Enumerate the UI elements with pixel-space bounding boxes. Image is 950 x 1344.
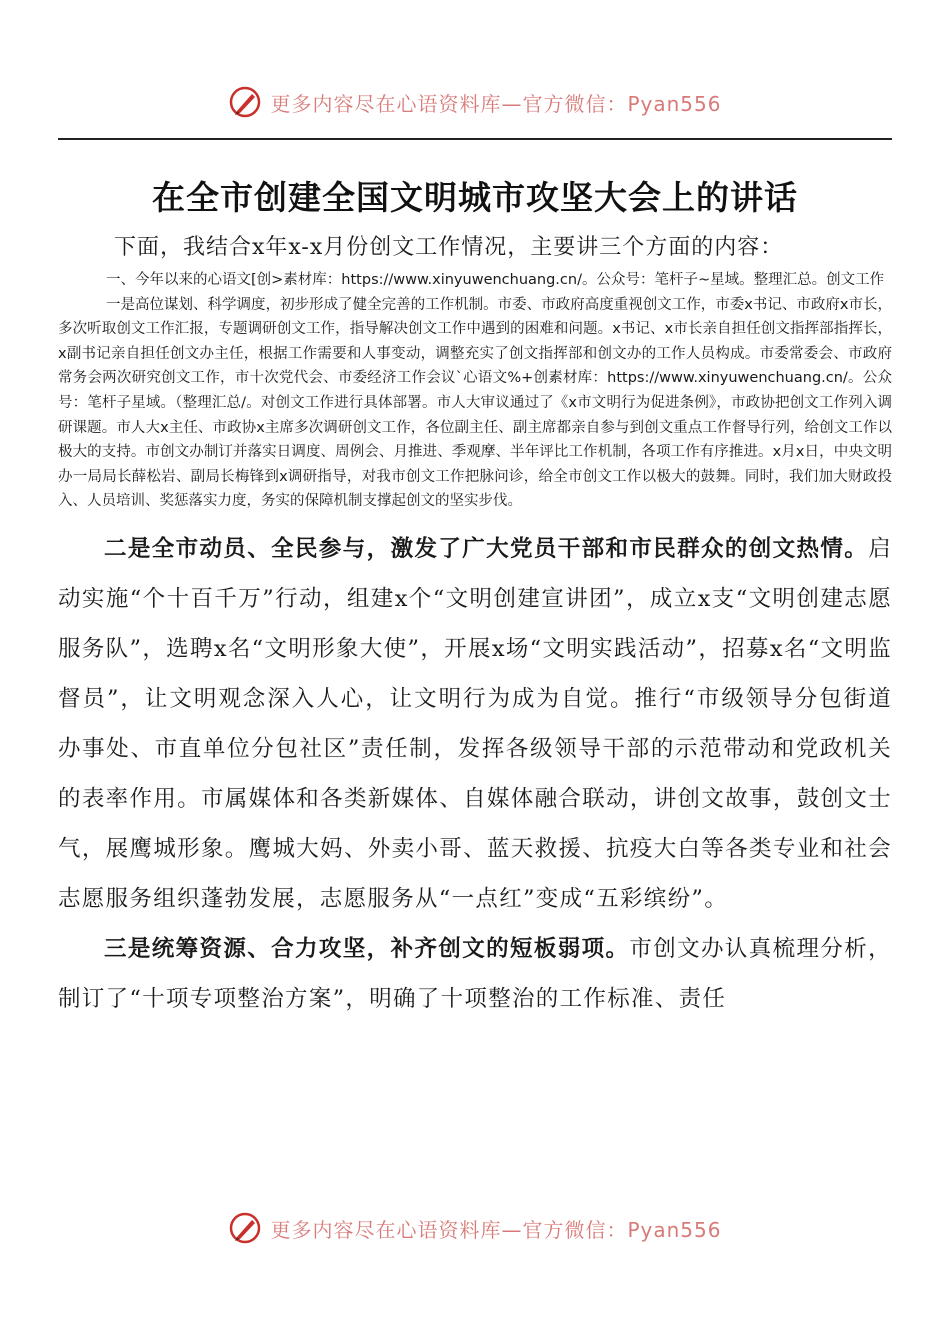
paragraph-3: [58, 924, 892, 1024]
paragraph-2-text: 启动实施“个十百千万”行动，组建x个“文明创建宣讲团”，成立x支“文明创建志愿服务队”，选聘x名“文明形象大使”，开展x场“文明实践活动”，招募x名“文明监督员”，让文明观念深入人心，让文明行为成为自觉。推行“市级领导分包街道办事处、市直单位分包社区”责任制，发挥各级领导干部的示范带动和党政机关的表率作用。市属媒体和各类新媒体、自媒体融合联动，讲创文故事，鼓创文士气，展鹰城形象。鹰城大妈、外卖小哥、蓝天救援、抗疫大白等各类专业和社会志愿服务组织蓬勃发展，志愿服务从“一点红”变成“五彩缤纷”。: [58, 535, 892, 912]
pen-logo-icon: [228, 1211, 262, 1245]
section1-paragraph: 一是高位谋划、科学调度，初步形成了健全完善的工作机制。市委、市政府高度重视创文工作，市委x书记、市政府x市长，多次听取创文工作汇报，专题调研创文工作，指导解决创文工作中遇到的困难和问题。x书记、x市长亲自担任创文指挥部指挥长，x副书记亲自担任创文办主任，根据工作需要和人事变动，调整充实了创文指挥部和创文办的工作人员构成。市委常委会、市政府常务会两次研究创文工作，市十次党代会、市委经济工作会议`心语文%+创素材库：https://www.xinyuwenchuang.cn/。公众号：笔杆子星域。（整理汇总/。对创文工作进行具体部署。市人大审议通过了《x市文明行为促进条例》，市政协把创文工作列入调研课题。市人大x主任、市政协x主席多次调研创文工作，各位副主任、副主席都亲自参与到创文重点工作督导行列，给创文工作以极大的支持。市创文办制订并落实日调度、周例会、月推进、季观摩、半年评比工作机制，各项工作有序推进。x月x日，中央文明办一局局长薛松岩、副局长梅锋到x调研指导，对我市创文工作把脉问诊，给全市创文工作以极大的鼓舞。同时，我们加大财政投入、人员培训、奖惩落实力度，务实的保障机制支撑起创文的坚实步伐。: [58, 296, 892, 510]
intro-paragraph: 下面，我结合x年x-x月份创文工作情况，主要讲三个方面的内容：: [114, 235, 784, 260]
section1-heading: 一、今年以来的心语文[创>素材库：https://www.xinyuwenchuang.cn/。公众号：笔杆子~星域。整理汇总。创文工作: [106, 272, 885, 288]
paragraph-3-text: 市创文办认真梳理分析，制订了“十项专项整治方案”，明确了十项整治的工作标准、责任: [58, 935, 892, 1012]
header-banner: [0, 82, 950, 122]
document-body: [58, 228, 892, 1024]
footer-banner-text: 更多内容尽在心语资料库—官方微信：Pyan556: [270, 1217, 722, 1242]
header-banner-text: 更多内容尽在心语资料库—官方微信：Pyan556: [270, 91, 722, 116]
footer-banner: [0, 1208, 950, 1248]
pen-logo-icon: [228, 85, 262, 119]
paragraph-2: [58, 524, 892, 924]
paragraph-3-lead: 三是统筹资源、合力攻坚，补齐创文的短板弱项。: [104, 935, 630, 962]
page-title: 在全市创建全国文明城市攻坚大会上的讲话: [152, 178, 798, 217]
paragraph-2-lead: 二是全市动员、全民参与，激发了广大党员干部和市民群众的创文热情。: [104, 535, 869, 562]
header-divider: [58, 138, 892, 140]
